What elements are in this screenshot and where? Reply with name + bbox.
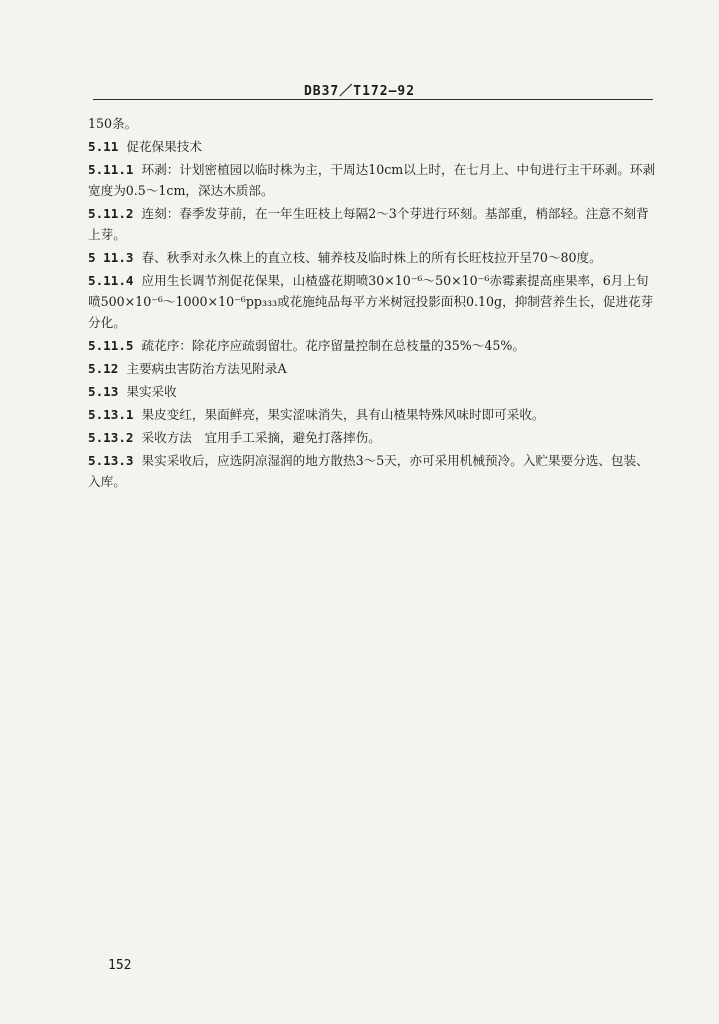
- clause-number: 5.11.2: [88, 206, 134, 221]
- header-rule: [93, 99, 653, 100]
- section-heading: 5.12 主要病虫害防治方法见附录A: [88, 361, 287, 376]
- paragraph: 5.11.2 连刻：春季发芽前，在一年生旺枝上每隔2～3个芽进行环刻。基部重，梢部轻。注意不刻背上芽。: [88, 206, 649, 242]
- clause-number: 5.11.5: [88, 338, 134, 353]
- standard-code-header: DB37／T172—92: [303, 84, 416, 99]
- clause-number: 5.11.1: [88, 162, 134, 177]
- clause-number: 5.11.4: [88, 273, 134, 288]
- paragraph: 5.11.5 疏花序：除花序应疏弱留壮。花序留量控制在总枝量的35%～45%。: [88, 338, 525, 353]
- clause-number: 5.11: [88, 139, 119, 154]
- paragraph: 5.11.4 应用生长调节剂促花保果，山楂盛花期喷30×10⁻⁶～50×10⁻⁶赤霉素提高座果率，6月上旬喷500×10⁻⁶～1000×10⁻⁶pp₃₃₃或花施纯品每平方米树冠投影面积0.10g，抑制营养生长，促进花芽分化。: [88, 273, 654, 330]
- section-heading: 5.11 促花保果技术: [88, 139, 202, 154]
- section-heading: 5.13 果实采收: [88, 384, 177, 399]
- paragraph: 5.13.1 果皮变红，果面鲜亮，果实涩味消失，具有山楂果特殊风味时即可采收。: [88, 407, 545, 422]
- paragraph: 5.13.2 采收方法 宜用手工采摘，避免打落摔伤。: [88, 430, 381, 445]
- paragraph: 5.11.1 环剥：计划密植园以临时株为主，干周达10cm以上时，在七月上、中旬进行主干环剥。环剥宽度为0.5～1cm，深达木质部。: [88, 162, 656, 198]
- clause-number: 5.12: [88, 361, 119, 376]
- paragraph: 5 11.3 春、秋季对永久株上的直立枝、辅养枝及临时株上的所有长旺枝拉开呈70～80度。: [88, 250, 602, 265]
- body-text: [88, 113, 660, 494]
- paragraph: 150条。: [88, 116, 138, 131]
- clause-number: 5.13: [88, 384, 119, 399]
- clause-number: 5.13.2: [88, 430, 134, 445]
- page-number: 152: [108, 958, 132, 973]
- clause-number: 5.13.3: [88, 453, 134, 468]
- clause-number: 5.13.1: [88, 407, 134, 422]
- paragraph: 5.13.3 果实采收后，应选阴凉湿润的地方散热3～5天，亦可采用机械预冷。入贮果要分选、包装、入库。: [88, 453, 649, 489]
- clause-number: 5 11.3: [88, 250, 134, 265]
